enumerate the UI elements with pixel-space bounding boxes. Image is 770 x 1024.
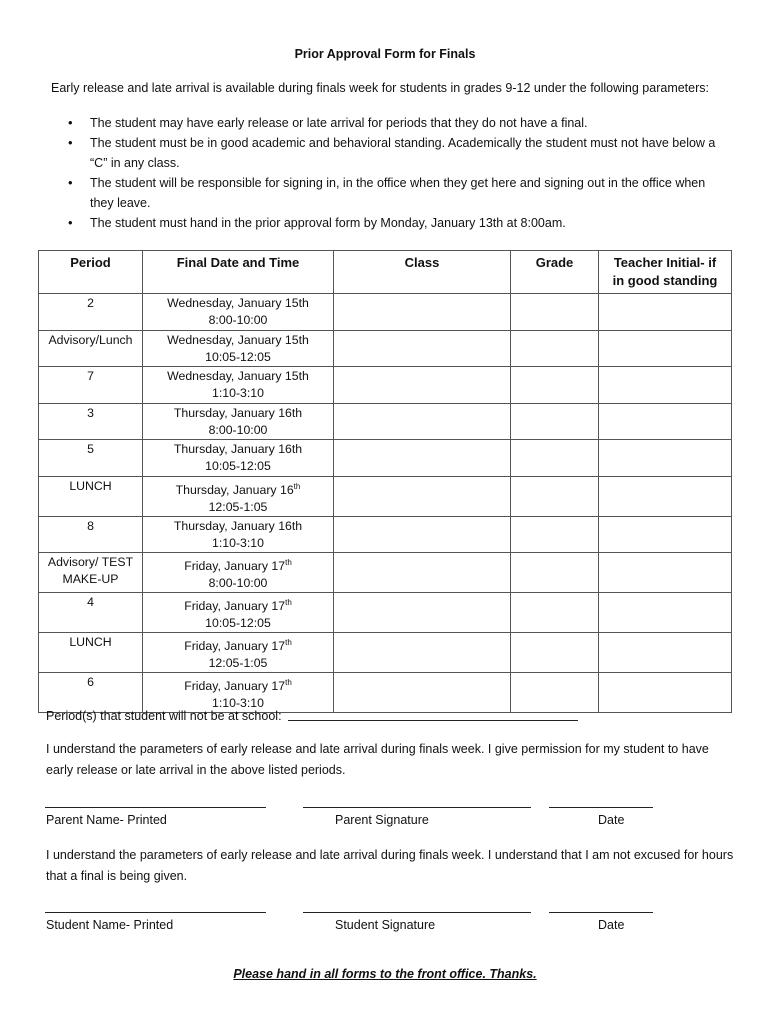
period-cell [39, 403, 143, 440]
final-date: Wednesday, January 15th [167, 332, 309, 347]
grade-cell[interactable] [511, 673, 599, 713]
grade-cell[interactable] [511, 516, 599, 553]
table-row [39, 553, 732, 593]
final-date-line [143, 594, 333, 615]
period-cell [39, 367, 143, 404]
table-row [39, 367, 732, 404]
final-date: Thursday, January 16th [173, 442, 303, 456]
teacher-initial-cell[interactable] [599, 330, 732, 367]
period-cell [39, 294, 143, 331]
period-label-line-2: MAKE-UP [62, 572, 119, 587]
final-date-time-cell [143, 476, 334, 516]
class-cell[interactable] [334, 367, 511, 404]
final-date-line [143, 405, 333, 422]
final-time: 1:10-3:10 [212, 696, 264, 711]
grade-cell[interactable] [511, 294, 599, 331]
period-cell [39, 440, 143, 477]
final-date-line [143, 478, 333, 499]
absence-periods-field[interactable] [288, 720, 578, 721]
final-date-time-cell [143, 516, 334, 553]
final-date-line [143, 368, 333, 385]
header-period: Period [39, 251, 143, 294]
teacher-initial-cell[interactable] [599, 553, 732, 593]
final-date-time-cell [143, 553, 334, 593]
date-ordinal-suffix: th [285, 598, 292, 608]
table-row [39, 330, 732, 367]
parameter-item: • The student will be responsible for signing in, in the office when they get here and signing out in the office when they leave. [90, 173, 730, 213]
period-label: Advisory/Lunch [48, 332, 133, 347]
final-date-line [143, 332, 333, 349]
parent-name-label: Parent Name- Printed [46, 813, 167, 827]
period-cell [39, 673, 143, 713]
parent-signature-label: Parent Signature [335, 813, 429, 827]
period-cell [39, 476, 143, 516]
date-ordinal-suffix: th [285, 678, 292, 688]
grade-cell[interactable] [511, 367, 599, 404]
final-time: 12:05-1:05 [208, 499, 268, 514]
grade-cell[interactable] [511, 593, 599, 633]
final-time: 8:00-10:00 [208, 313, 268, 327]
parameter-item: • The student may have early release or late arrival for periods that they do not have a final. [90, 113, 730, 133]
date-ordinal-suffix: th [285, 638, 292, 648]
final-date-time-cell [143, 294, 334, 331]
parameter-item: • The student must hand in the prior approval form by Monday, January 13th at 8:00am. [90, 213, 730, 233]
date-ordinal-suffix: th [285, 558, 292, 568]
grade-cell[interactable] [511, 330, 599, 367]
table-row [39, 294, 732, 331]
parameters-list [90, 113, 730, 233]
final-date: Thursday, January 16th [173, 405, 303, 420]
final-time: 12:05-1:05 [208, 656, 268, 671]
parent-date-label: Date [598, 813, 625, 827]
period-label: Advisory/ TEST [47, 555, 134, 570]
period-label: LUNCH [69, 635, 112, 650]
parent-date-field[interactable] [549, 807, 653, 808]
student-date-field[interactable] [549, 912, 653, 913]
period-label: LUNCH [69, 478, 112, 493]
final-time: 10:05-12:05 [205, 459, 271, 473]
period-label: 8 [87, 518, 94, 533]
table-row [39, 440, 732, 477]
period-cell [39, 553, 143, 593]
final-date: Wednesday, January 15th [167, 369, 309, 383]
final-date-line [143, 295, 333, 312]
table-header-row [39, 251, 732, 294]
final-time: 10:05-12:05 [205, 349, 271, 364]
class-cell[interactable] [334, 476, 511, 516]
period-label: 3 [87, 405, 94, 420]
teacher-initial-cell[interactable] [599, 294, 732, 331]
form-title: Prior Approval Form for Finals [294, 47, 476, 61]
period-cell [39, 516, 143, 553]
final-date: Friday, January 17 [184, 639, 286, 654]
final-date-line [143, 634, 333, 655]
student-statement: I understand the parameters of early release and late arrival during finals week. I understand that I am not excused for hours that a final is being given. [46, 848, 734, 883]
final-date: Friday, January 17 [184, 599, 286, 614]
parameter-item: • The student must be in good academic and behavioral standing. Academically the student must not have below a “C” in any class. [90, 133, 730, 173]
final-date-line [143, 554, 333, 575]
final-date-line [143, 674, 333, 695]
grade-cell[interactable] [511, 440, 599, 477]
footer-instruction: Please hand in all forms to the front office. Thanks. [233, 967, 537, 981]
header-teacher-line-2: in good standing [612, 273, 718, 288]
class-cell[interactable] [334, 673, 511, 713]
teacher-initial-cell[interactable] [599, 516, 732, 553]
teacher-initial-cell[interactable] [599, 440, 732, 477]
final-date: Thursday, January 16th [173, 518, 303, 533]
intro-text: Early release and late arrival is available during finals week for students in grades 9-12 under the following parameters: [51, 81, 709, 95]
grade-cell[interactable] [511, 476, 599, 516]
schedule-body [39, 294, 732, 713]
teacher-initial-cell[interactable] [599, 476, 732, 516]
header-grade: Grade [511, 251, 599, 294]
student-signature-field[interactable] [303, 912, 531, 913]
grade-cell[interactable] [511, 553, 599, 593]
student-name-label: Student Name- Printed [46, 918, 174, 932]
period-label: 5 [87, 442, 94, 456]
absence-periods-label: Period(s) that student will not be at school: [46, 709, 282, 723]
parent-statement: I understand the parameters of early release and late arrival during finals week. I give permission for my student to have early release or late arrival in the above listed periods. [46, 742, 709, 777]
student-date-label: Date [598, 918, 625, 932]
header-teacher-line-1: Teacher Initial- if [613, 255, 717, 270]
final-date-time-cell [143, 593, 334, 633]
class-cell[interactable] [334, 330, 511, 367]
table-row [39, 673, 732, 713]
final-date-line [143, 441, 333, 458]
class-cell[interactable] [334, 633, 511, 673]
header-class: Class [334, 251, 511, 294]
teacher-initial-cell[interactable] [599, 403, 732, 440]
grade-cell[interactable] [511, 633, 599, 673]
table-row [39, 516, 732, 553]
grade-cell[interactable] [511, 403, 599, 440]
table-row [39, 476, 732, 516]
teacher-initial-cell[interactable] [599, 673, 732, 713]
finals-schedule-table [38, 250, 732, 713]
table-row [39, 593, 732, 633]
parent-signature-field[interactable] [303, 807, 531, 808]
final-date-line [143, 518, 333, 535]
header-teacher-initial [599, 251, 732, 294]
period-label: 4 [87, 595, 94, 610]
class-cell[interactable] [334, 593, 511, 633]
class-cell[interactable] [334, 553, 511, 593]
student-name-field[interactable] [45, 912, 266, 913]
header-final-date-time: Final Date and Time [143, 251, 334, 294]
final-time: 8:00-10:00 [208, 576, 268, 591]
final-time: 10:05-12:05 [205, 616, 271, 631]
teacher-initial-cell[interactable] [599, 633, 732, 673]
teacher-initial-cell[interactable] [599, 367, 732, 404]
teacher-initial-cell[interactable] [599, 593, 732, 633]
table-row [39, 403, 732, 440]
period-label: 7 [87, 369, 94, 383]
final-time: 8:00-10:00 [208, 422, 268, 437]
date-ordinal-suffix: th [293, 481, 301, 491]
class-cell[interactable] [334, 516, 511, 553]
class-cell[interactable] [334, 403, 511, 440]
period-cell [39, 593, 143, 633]
final-time: 1:10-3:10 [212, 386, 264, 400]
final-date-time-cell [143, 440, 334, 477]
period-cell [39, 633, 143, 673]
parent-name-field[interactable] [45, 807, 266, 808]
student-signature-label: Student Signature [335, 918, 436, 932]
period-cell [39, 330, 143, 367]
class-cell[interactable] [334, 294, 511, 331]
final-date: Wednesday, January 15th [167, 296, 309, 310]
final-date: Friday, January 17 [184, 679, 286, 694]
final-date-time-cell [143, 403, 334, 440]
final-date-time-cell [143, 633, 334, 673]
table-row [39, 633, 732, 673]
class-cell[interactable] [334, 440, 511, 477]
period-label: 2 [87, 296, 94, 310]
period-label: 6 [87, 675, 94, 690]
final-date: Friday, January 17 [184, 559, 286, 574]
final-date: Thursday, January 16 [175, 482, 294, 497]
final-date-time-cell [143, 673, 334, 713]
final-date-time-cell [143, 367, 334, 404]
final-time: 1:10-3:10 [212, 535, 264, 550]
final-date-time-cell [143, 330, 334, 367]
